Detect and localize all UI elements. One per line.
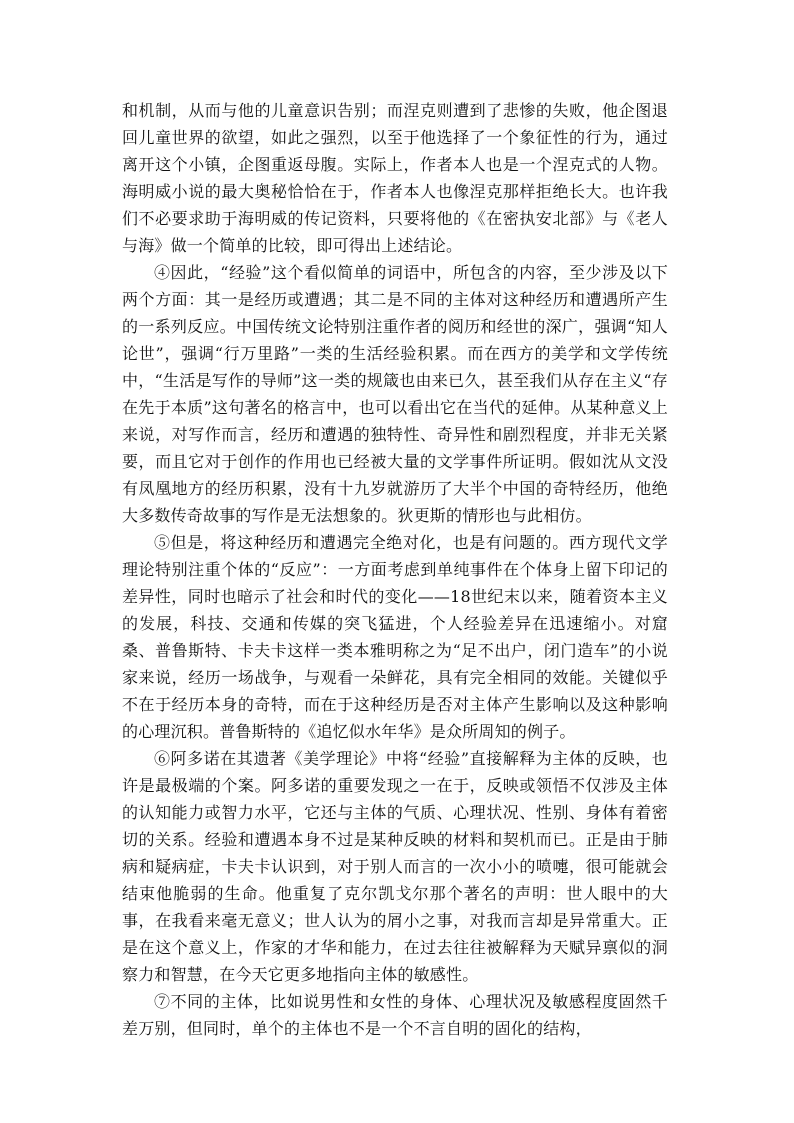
- paragraph-continued: 和机制，从而与他的儿童意识告别；而涅克则遭到了悲惨的失败，他企图退回儿童世界的欲望，如此之强烈，以至于他选择了一个象征性的行为，通过离开这个小镇，企图重返母腹。实际上，作者本人也是一个涅克式的人物。海明威小说的最大奥秘恰恰在于，作者本人也像涅克那样拒绝长大。也许我们不必要求助于海明威的传记资料，只要将他的《在密执安北部》与《老人与海》做一个简单的比较，即可得出上述结论。: [122, 101, 668, 255]
- paragraph-6: ⑥阿多诺在其遗著《美学理论》中将“经验”直接解释为主体的反映，也许是最极端的个案。阿多诺的重要发现之一在于，反映或领悟不仅涉及主体的认知能力或智力水平，它还与主体的气质、心理状况、性别、身体有着密切的关系。经验和遭遇本身不过是某种反映的材料和契机而已。正是由于肺病和疑病症，卡夫卡认识到，对于别人而言的一次小小的喷嚏，很可能就会结束他脆弱的生命。他重复了克尔凯戈尔那个著名的声明：世人眼中的大事，在我看来毫无意义；世人认为的屑小之事，对我而言却是异常重大。正是在这个意义上，作家的才华和能力，在过去往往被解释为天赋异禀似的洞察力和智慧，在今天它更多地指向主体的敏感性。: [122, 749, 668, 984]
- document-page: [122, 97, 668, 1042]
- paragraph-4: ④因此，“经验”这个看似简单的词语中，所包含的内容，至少涉及以下两个方面：其一是经历或遭遇；其二是不同的主体对这种经历和遭遇所产生的一系列反应。中国传统文论特别注重作者的阅历和经世的深广，强调“知人论世”，强调“行万里路”一类的生活经验积累。而在西方的美学和文学传统中，“生活是写作的导师”这一类的规箴也由来已久，甚至我们从存在主义“存在先于本质”这句著名的格言中，也可以看出它在当代的延伸。从某种意义上来说，对写作而言，经历和遭遇的独特性、奇异性和剧烈程度，并非无关紧要，而且它对于创作的作用也已经被大量的文学事件所证明。假如沈从文没有凤凰地方的经历积累，没有十九岁就游历了大半个中国的奇特经历，他绝大多数传奇故事的写作是无法想象的。狄更斯的情形也与此相仿。: [122, 263, 668, 525]
- paragraph-7: ⑦不同的主体，比如说男性和女性的身体、心理状况及敏感程度固然千差万别，但同时，单个的主体也不是一个不言自明的固化的结构，: [122, 992, 668, 1038]
- paragraph-5: ⑤但是，将这种经历和遭遇完全绝对化，也是有问题的。西方现代文学理论特别注重个体的“反应”：一方面考虑到单纯事件在个体身上留下印记的差异性，同时也暗示了社会和时代的变化——18世纪末以来，随着资本主义的发展，科技、交通和传媒的突飞猛进，个人经验差异在迅速缩小。对窟桑、普鲁斯特、卡夫卡这样一类本雅明称之为“足不出户，闭门造车”的小说家来说，经历一场战争，与观看一朵鲜花，具有完全相同的效能。关键似乎不在于经历本身的奇特，而在于这种经历是否对主体产生影响以及这种影响的心理沉积。普鲁斯特的《追忆似水年华》是众所周知的例子。: [122, 533, 668, 741]
